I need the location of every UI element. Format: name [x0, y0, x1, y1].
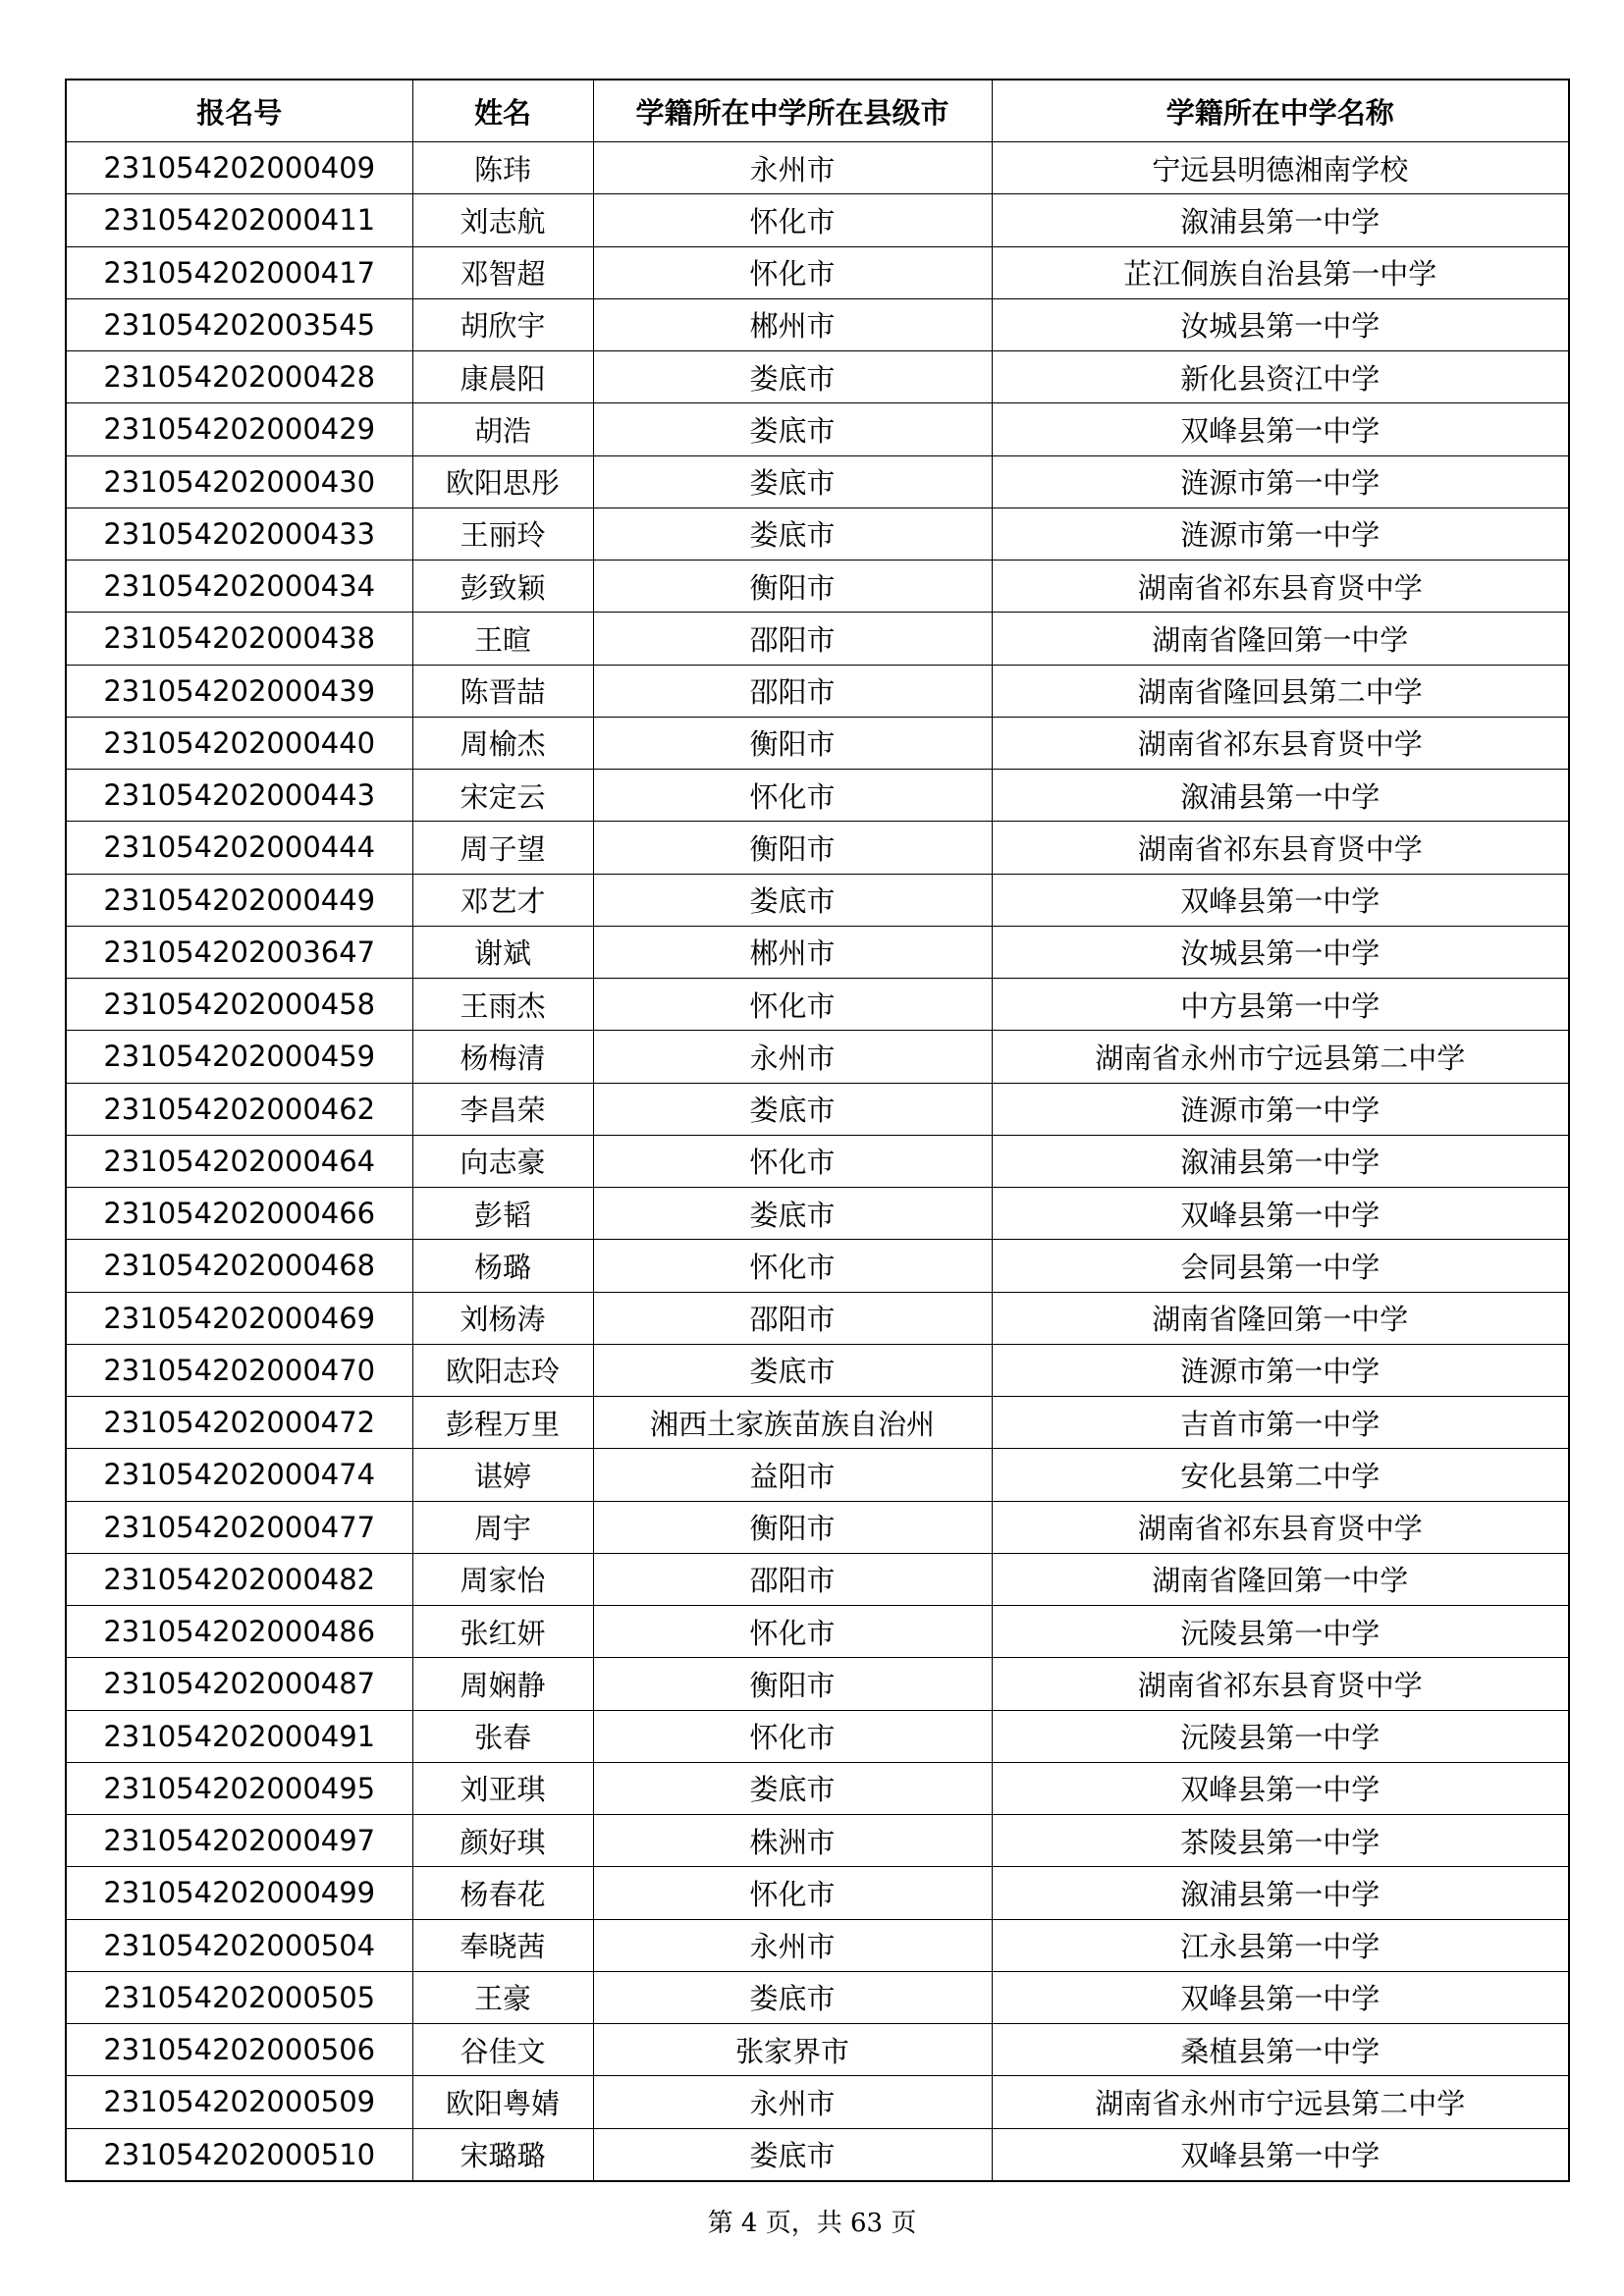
student-name-cell: 张春	[412, 1710, 593, 1762]
table-row	[66, 717, 1569, 769]
school-city-cell: 郴州市	[593, 926, 992, 978]
registration-number-cell: 231054202000438	[66, 613, 412, 665]
registration-number-cell: 231054202003545	[66, 298, 412, 350]
registration-number-cell: 231054202000409	[66, 142, 412, 194]
school-city-cell: 娄底市	[593, 874, 992, 926]
student-name-cell: 彭程万里	[412, 1397, 593, 1449]
registration-number-cell: 231054202000482	[66, 1553, 412, 1605]
school-name-cell: 沅陵县第一中学	[992, 1606, 1569, 1658]
school-name-cell: 湖南省隆回第一中学	[992, 613, 1569, 665]
registration-number-cell: 231054202000472	[66, 1397, 412, 1449]
student-name-cell: 胡欣宇	[412, 298, 593, 350]
school-name-cell: 湖南省隆回第一中学	[992, 1553, 1569, 1605]
school-name-cell: 溆浦县第一中学	[992, 1135, 1569, 1187]
school-name-cell: 汝城县第一中学	[992, 298, 1569, 350]
registration-number-cell: 231054202000495	[66, 1762, 412, 1814]
student-name-cell: 王豪	[412, 1971, 593, 2023]
student-name-cell: 宋璐璐	[412, 2128, 593, 2181]
school-city-cell: 怀化市	[593, 1606, 992, 1658]
school-city-cell: 娄底市	[593, 507, 992, 560]
student-name-cell: 刘志航	[412, 194, 593, 246]
table-row	[66, 1031, 1569, 1083]
registration-number-cell: 231054202000466	[66, 1188, 412, 1240]
school-city-cell: 衡阳市	[593, 717, 992, 769]
student-name-cell: 王暄	[412, 613, 593, 665]
student-name-cell: 王雨杰	[412, 979, 593, 1031]
table-row	[66, 455, 1569, 507]
student-name-cell: 宋定云	[412, 770, 593, 822]
school-name-cell: 湖南省祁东县育贤中学	[992, 1658, 1569, 1710]
student-name-cell: 张红妍	[412, 1606, 593, 1658]
table-row	[66, 298, 1569, 350]
table-row	[66, 874, 1569, 926]
registration-number-cell: 231054202000468	[66, 1240, 412, 1292]
school-city-cell: 娄底市	[593, 1762, 992, 1814]
school-city-cell: 娄底市	[593, 1344, 992, 1396]
school-name-cell: 湖南省祁东县育贤中学	[992, 1501, 1569, 1553]
table-row	[66, 403, 1569, 455]
school-city-cell: 永州市	[593, 142, 992, 194]
school-name-cell: 宁远县明德湘南学校	[992, 142, 1569, 194]
table-row	[66, 822, 1569, 874]
school-city-cell: 益阳市	[593, 1449, 992, 1501]
header-school-city: 学籍所在中学所在县级市	[593, 80, 992, 142]
registration-number-cell: 231054202000428	[66, 351, 412, 403]
school-city-cell: 永州市	[593, 1919, 992, 1971]
student-name-cell: 彭致颖	[412, 561, 593, 613]
registration-number-cell: 231054202000430	[66, 455, 412, 507]
school-name-cell: 双峰县第一中学	[992, 1188, 1569, 1240]
registration-number-cell: 231054202000439	[66, 665, 412, 717]
registration-number-cell: 231054202000506	[66, 2024, 412, 2076]
table-row	[66, 1606, 1569, 1658]
school-name-cell: 涟源市第一中学	[992, 1083, 1569, 1135]
page-footer: 第 4 页，共 63 页	[707, 2209, 917, 2238]
table-row	[66, 1867, 1569, 1919]
school-city-cell: 衡阳市	[593, 822, 992, 874]
registration-number-cell: 231054202003647	[66, 926, 412, 978]
table-row	[66, 770, 1569, 822]
registration-number-cell: 231054202000458	[66, 979, 412, 1031]
registration-number-cell: 231054202000505	[66, 1971, 412, 2023]
school-city-cell: 娄底市	[593, 1971, 992, 2023]
student-name-cell: 陈晋喆	[412, 665, 593, 717]
student-name-cell: 王丽玲	[412, 507, 593, 560]
registration-number-cell: 231054202000509	[66, 2076, 412, 2128]
student-name-cell: 欧阳粤婧	[412, 2076, 593, 2128]
school-city-cell: 怀化市	[593, 1135, 992, 1187]
school-name-cell: 会同县第一中学	[992, 1240, 1569, 1292]
table-row	[66, 1083, 1569, 1135]
student-name-cell: 周宇	[412, 1501, 593, 1553]
table-row	[66, 2024, 1569, 2076]
school-city-cell: 湘西土家族苗族自治州	[593, 1397, 992, 1449]
school-name-cell: 溆浦县第一中学	[992, 194, 1569, 246]
school-city-cell: 株洲市	[593, 1815, 992, 1867]
registration-number-cell: 231054202000497	[66, 1815, 412, 1867]
school-name-cell: 茶陵县第一中学	[992, 1815, 1569, 1867]
school-name-cell: 湖南省祁东县育贤中学	[992, 561, 1569, 613]
header-name: 姓名	[412, 80, 593, 142]
school-city-cell: 邵阳市	[593, 613, 992, 665]
student-name-cell: 颜好琪	[412, 1815, 593, 1867]
school-name-cell: 吉首市第一中学	[992, 1397, 1569, 1449]
school-city-cell: 娄底市	[593, 403, 992, 455]
school-city-cell: 怀化市	[593, 1710, 992, 1762]
school-city-cell: 怀化市	[593, 1240, 992, 1292]
registration-number-cell: 231054202000504	[66, 1919, 412, 1971]
table-row	[66, 613, 1569, 665]
registration-number-cell: 231054202000449	[66, 874, 412, 926]
table-row	[66, 1762, 1569, 1814]
registration-number-cell: 231054202000491	[66, 1710, 412, 1762]
registration-number-cell: 231054202000464	[66, 1135, 412, 1187]
school-city-cell: 娄底市	[593, 1188, 992, 1240]
school-name-cell: 新化县资江中学	[992, 351, 1569, 403]
student-name-cell: 周榆杰	[412, 717, 593, 769]
school-city-cell: 怀化市	[593, 194, 992, 246]
registration-number-cell: 231054202000443	[66, 770, 412, 822]
registration-table	[65, 79, 1570, 2182]
registration-number-cell: 231054202000486	[66, 1606, 412, 1658]
school-city-cell: 娄底市	[593, 1083, 992, 1135]
school-city-cell: 娄底市	[593, 455, 992, 507]
table-row	[66, 1658, 1569, 1710]
student-name-cell: 周家怡	[412, 1553, 593, 1605]
student-name-cell: 欧阳志玲	[412, 1344, 593, 1396]
registration-number-cell: 231054202000462	[66, 1083, 412, 1135]
table-row	[66, 979, 1569, 1031]
student-name-cell: 周子望	[412, 822, 593, 874]
school-city-cell: 衡阳市	[593, 561, 992, 613]
school-city-cell: 怀化市	[593, 1867, 992, 1919]
table-row	[66, 1188, 1569, 1240]
registration-number-cell: 231054202000434	[66, 561, 412, 613]
school-name-cell: 溆浦县第一中学	[992, 770, 1569, 822]
school-name-cell: 桑植县第一中学	[992, 2024, 1569, 2076]
table-row	[66, 1240, 1569, 1292]
school-name-cell: 江永县第一中学	[992, 1919, 1569, 1971]
school-city-cell: 张家界市	[593, 2024, 992, 2076]
table-row	[66, 1292, 1569, 1344]
student-name-cell: 谷佳文	[412, 2024, 593, 2076]
table-row	[66, 507, 1569, 560]
header-school-name: 学籍所在中学名称	[992, 80, 1569, 142]
table-row	[66, 142, 1569, 194]
school-city-cell: 邵阳市	[593, 665, 992, 717]
registration-number-cell: 231054202000470	[66, 1344, 412, 1396]
table-row	[66, 1501, 1569, 1553]
registration-number-cell: 231054202000469	[66, 1292, 412, 1344]
table-row	[66, 1553, 1569, 1605]
registration-number-cell: 231054202000459	[66, 1031, 412, 1083]
table-row	[66, 1135, 1569, 1187]
school-name-cell: 双峰县第一中学	[992, 874, 1569, 926]
student-name-cell: 邓智超	[412, 246, 593, 298]
registration-number-cell: 231054202000429	[66, 403, 412, 455]
school-name-cell: 汝城县第一中学	[992, 926, 1569, 978]
school-name-cell: 湖南省隆回县第二中学	[992, 665, 1569, 717]
school-city-cell: 怀化市	[593, 246, 992, 298]
school-city-cell: 衡阳市	[593, 1501, 992, 1553]
school-city-cell: 娄底市	[593, 351, 992, 403]
registration-number-cell: 231054202000499	[66, 1867, 412, 1919]
school-name-cell: 涟源市第一中学	[992, 1344, 1569, 1396]
table-body	[66, 142, 1569, 2181]
registration-number-cell: 231054202000417	[66, 246, 412, 298]
school-city-cell: 怀化市	[593, 770, 992, 822]
student-name-cell: 谌婷	[412, 1449, 593, 1501]
registration-number-cell: 231054202000474	[66, 1449, 412, 1501]
school-name-cell: 安化县第二中学	[992, 1449, 1569, 1501]
table-row	[66, 246, 1569, 298]
registration-number-cell: 231054202000477	[66, 1501, 412, 1553]
registration-number-cell: 231054202000440	[66, 717, 412, 769]
school-name-cell: 双峰县第一中学	[992, 403, 1569, 455]
student-name-cell: 邓艺才	[412, 874, 593, 926]
student-name-cell: 李昌荣	[412, 1083, 593, 1135]
registration-number-cell: 231054202000487	[66, 1658, 412, 1710]
student-name-cell: 杨梅清	[412, 1031, 593, 1083]
school-name-cell: 湖南省永州市宁远县第二中学	[992, 1031, 1569, 1083]
table-row	[66, 1815, 1569, 1867]
school-name-cell: 湖南省隆回第一中学	[992, 1292, 1569, 1344]
table-row	[66, 926, 1569, 978]
table-row	[66, 1919, 1569, 1971]
student-name-cell: 谢斌	[412, 926, 593, 978]
school-name-cell: 湖南省永州市宁远县第二中学	[992, 2076, 1569, 2128]
table-row	[66, 2076, 1569, 2128]
table-row	[66, 1971, 1569, 2023]
table-row	[66, 1397, 1569, 1449]
table-row	[66, 1710, 1569, 1762]
student-name-cell: 刘杨涛	[412, 1292, 593, 1344]
student-name-cell: 陈玮	[412, 142, 593, 194]
table-row	[66, 1344, 1569, 1396]
table-row	[66, 665, 1569, 717]
school-name-cell: 涟源市第一中学	[992, 455, 1569, 507]
school-name-cell: 双峰县第一中学	[992, 2128, 1569, 2181]
school-name-cell: 湖南省祁东县育贤中学	[992, 717, 1569, 769]
student-name-cell: 刘亚琪	[412, 1762, 593, 1814]
school-city-cell: 邵阳市	[593, 1553, 992, 1605]
student-name-cell: 奉晓茜	[412, 1919, 593, 1971]
school-name-cell: 芷江侗族自治县第一中学	[992, 246, 1569, 298]
registration-number-cell: 231054202000433	[66, 507, 412, 560]
school-city-cell: 永州市	[593, 1031, 992, 1083]
school-name-cell: 中方县第一中学	[992, 979, 1569, 1031]
table-row	[66, 561, 1569, 613]
school-city-cell: 郴州市	[593, 298, 992, 350]
school-name-cell: 湖南省祁东县育贤中学	[992, 822, 1569, 874]
student-name-cell: 彭韬	[412, 1188, 593, 1240]
student-name-cell: 杨春花	[412, 1867, 593, 1919]
school-city-cell: 怀化市	[593, 979, 992, 1031]
table-row	[66, 2128, 1569, 2181]
school-name-cell: 涟源市第一中学	[992, 507, 1569, 560]
school-name-cell: 双峰县第一中学	[992, 1762, 1569, 1814]
school-name-cell: 溆浦县第一中学	[992, 1867, 1569, 1919]
school-city-cell: 衡阳市	[593, 1658, 992, 1710]
school-city-cell: 永州市	[593, 2076, 992, 2128]
table-row	[66, 194, 1569, 246]
school-name-cell: 沅陵县第一中学	[992, 1710, 1569, 1762]
school-city-cell: 邵阳市	[593, 1292, 992, 1344]
school-name-cell: 双峰县第一中学	[992, 1971, 1569, 2023]
registration-number-cell: 231054202000510	[66, 2128, 412, 2181]
student-name-cell: 向志豪	[412, 1135, 593, 1187]
student-name-cell: 周娴静	[412, 1658, 593, 1710]
table-header-row	[66, 80, 1569, 142]
student-name-cell: 杨璐	[412, 1240, 593, 1292]
student-name-cell: 康晨阳	[412, 351, 593, 403]
student-name-cell: 胡浩	[412, 403, 593, 455]
registration-number-cell: 231054202000411	[66, 194, 412, 246]
table-row	[66, 1449, 1569, 1501]
table-row	[66, 351, 1569, 403]
header-registration-number: 报名号	[66, 80, 412, 142]
registration-number-cell: 231054202000444	[66, 822, 412, 874]
school-city-cell: 娄底市	[593, 2128, 992, 2181]
student-name-cell: 欧阳思彤	[412, 455, 593, 507]
